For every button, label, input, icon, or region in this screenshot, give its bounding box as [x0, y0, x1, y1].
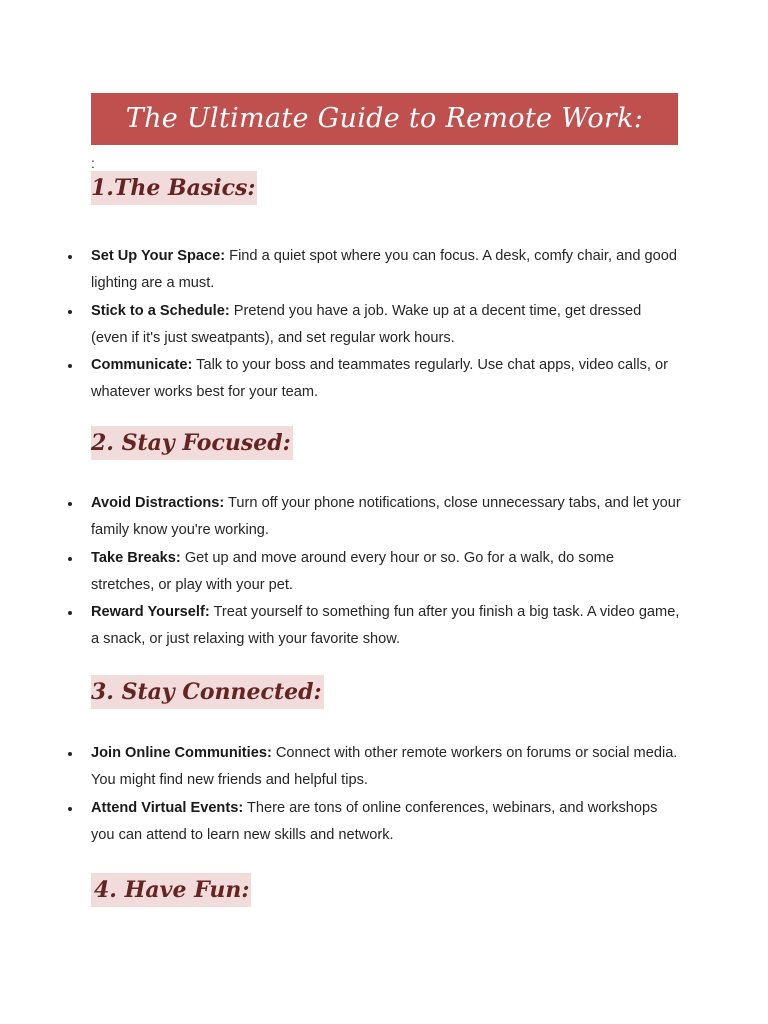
list-item	[91, 599, 681, 654]
item-text: Turn off your phone notifications, close unnecessary tabs, and let your family know you're working.	[91, 495, 681, 539]
basics-list	[91, 243, 681, 407]
list-item	[91, 795, 681, 850]
item-text: Get up and move around every hour or so. Go for a walk, do some stretches, or play with your pet.	[91, 549, 614, 593]
item-text: Treat yourself to something fun after you finish a big task. A video game, a snack, or just relaxing with your favorite show.	[91, 604, 680, 648]
list-item	[91, 298, 681, 353]
list-item	[91, 740, 681, 795]
item-lead: Join Online Communities:	[91, 745, 272, 761]
item-lead: Attend Virtual Events:	[91, 799, 244, 816]
item-lead: Communicate:	[91, 357, 193, 374]
item-text: Talk to your boss and teammates regularly. Use chat apps, video calls, or whatever works best for your team.	[91, 357, 668, 401]
list-item	[91, 352, 681, 407]
list-item	[91, 490, 681, 545]
item-lead: Set Up Your Space:	[91, 248, 226, 264]
item-lead: Reward Yourself:	[91, 604, 210, 621]
stay-focused-list	[91, 490, 681, 654]
section-heading-stay-connected: 3. Stay Connected:	[91, 675, 324, 709]
section-heading-have-fun: 4. Have Fun:	[91, 873, 251, 907]
item-text: There are tons of online conferences, webinars, and workshops you can attend to learn new skills and network.	[91, 799, 658, 843]
list-item	[91, 545, 681, 600]
item-text: Pretend you have a job. Wake up at a decent time, get dressed (even if it's just sweatpants), and set regular work hours.	[91, 302, 642, 346]
item-text: Find a quiet spot where you can focus. A desk, comfy chair, and good lighting are a must.	[91, 248, 677, 292]
item-lead: Avoid Distractions:	[91, 495, 225, 511]
item-lead: Stick to a Schedule:	[91, 302, 230, 319]
document-title: The Ultimate Guide to Remote Work:	[91, 93, 678, 145]
section-heading-basics: 1.The Basics:	[91, 171, 257, 205]
stray-colon: :	[91, 155, 95, 171]
item-text: Connect with other remote workers on forums or social media. You might find new friends and helpful tips.	[91, 745, 678, 789]
stay-connected-list	[91, 740, 681, 849]
item-lead: Take Breaks:	[91, 549, 181, 566]
list-item	[91, 243, 681, 298]
section-heading-stay-focused: 2. Stay Focused:	[91, 426, 293, 460]
